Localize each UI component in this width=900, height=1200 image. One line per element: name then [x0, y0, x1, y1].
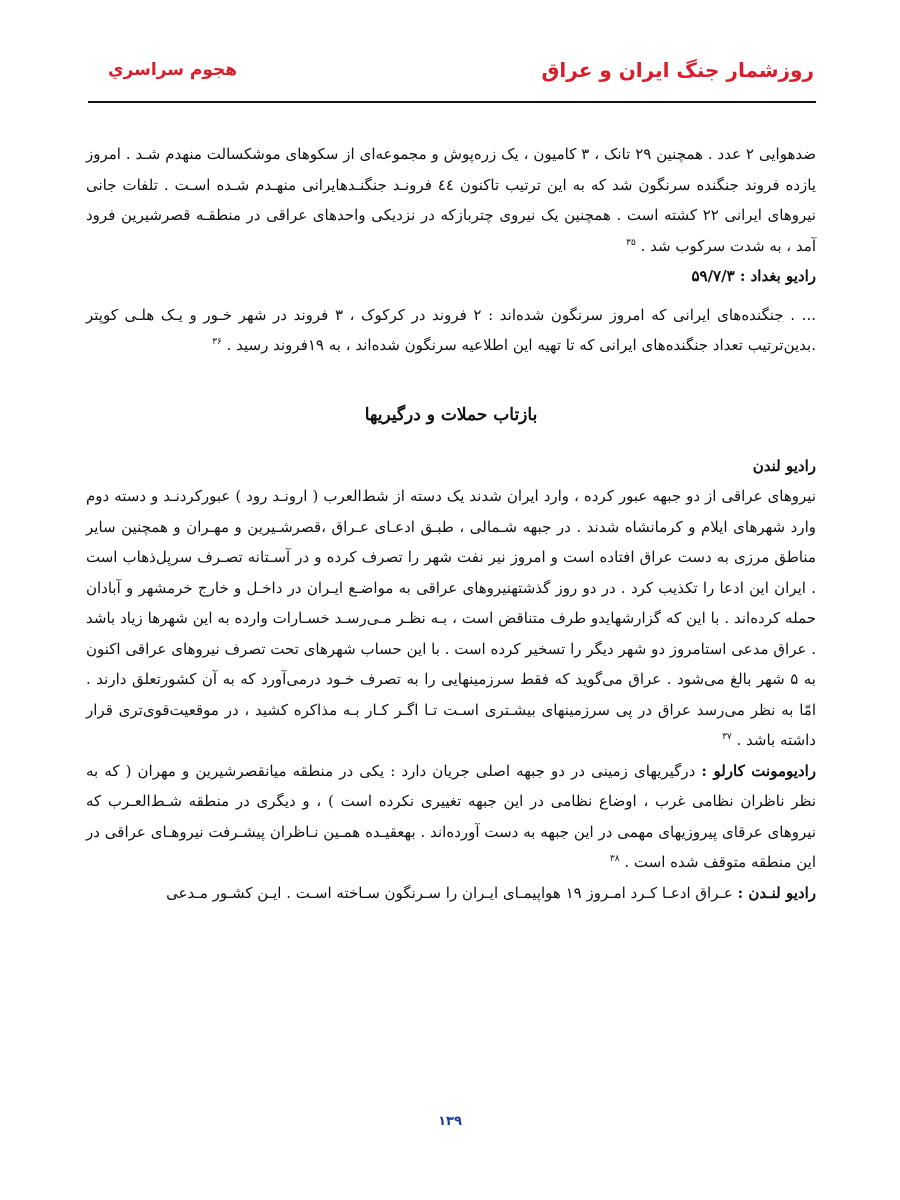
paragraph-text: درگیریهای زمینی در دو جبهه اصلی جریان دارد : یکی در منطقه میانقصرشیرین و مهران ( که به نظر ناظران نظامی غرب ، اوضاع نظامی در این جبهه تغییری نکرده است ) ، و دیگری در منطقه شـط‌العـرب که نیروهای عرقای پیروزیهای مهمی در این جبهه به دست آورده‌اند . بهعقیـده همـین نـاظران پیشـرفت نیروهـای عراقی در این منطقه متوقف شده است . — [86, 761, 816, 871]
page-number: ۱۳۹ — [438, 1114, 462, 1129]
source-heading: رادیو لندن — [752, 456, 816, 475]
source-heading: رادیو بغداد : ۵۹/۷/۳ — [691, 267, 816, 285]
chapter-title: هجوم سراسري — [108, 60, 238, 80]
footnote-ref: ۳۶ — [212, 337, 222, 347]
paragraph — [86, 481, 816, 756]
header-divider — [88, 101, 816, 103]
section-title: بازتاب حملات و درگیریها — [364, 404, 538, 425]
source-lead: رادیومونت کارلو : — [701, 761, 816, 780]
running-header — [88, 56, 814, 92]
paragraph — [86, 878, 816, 909]
paragraph-text: عـراق ادعـا کـرد امـروز ۱۹ هواپیمـای ایـران را سـرنگون سـاخته اسـت . ایـن کشـور مـدعی — [166, 883, 738, 902]
page-body — [86, 139, 816, 908]
paragraph — [86, 300, 816, 361]
source-lead: رادیو لنـدن : — [737, 883, 816, 902]
paragraph-text: ضدهوایی ۲ عدد . همچنین ۲۹ تانک ، ۳ کامیون ، یک زره‌پوش و مجموعه‌ای از سکوهای موشکسالت منهدم شـد . امروز یازده فروند جنگنده سرنگون شد که به این ترتیب تاکنون ٤٤ فرونـد جنگنـدهایرانی منهـدم شـده اسـت . تلفات جانی نیروهای ایرانی ۲۲ کشته است . همچنین یک نیروی چتربازکه در نزدیکی واحدهای عراقی در منطقـه قصرشیرین فرود آمد ، به شدت سرکوب شد . — [86, 145, 816, 255]
book-title: روزشمار جنگ ایران و عراق — [541, 58, 814, 82]
paragraph — [86, 756, 816, 878]
footnote-ref: ۳۵ — [626, 237, 636, 248]
footnote-ref: ۳۷ — [722, 732, 732, 742]
paragraph — [86, 139, 816, 261]
paragraph-text: نیروهای عراقی از دو جبهه عبور کرده ، وارد ایران شدند یک دسته از شط‌العرب ( ارونـد رود ) عبورکردنـد و دسته دوم وارد شهرهای ایلام و کرمانشاه شدند . در جبهه شـمالی ، طبـق ادعـای عـراق ،قصرشـیرین و مهـران و همچنین سایر مناطق مرزی به دست عراق افتاده است و امروز نیر نفت شهر را تصرف کرده و در آسـتانه تصـرف سرپل‌ذهاب است . ایران این ادعا را تکذیب کرد . در دو روز گذشتهنیروهای عراقی به مواضـع ایـران در داخـل و خارج خرمشهر و آبادان حمله کرده‌اند . با این که گزارشهایدو طرف متناقض است ، بـه نظـر مـی‌رسـد خسـارات وارده به این شهرها زیاد باشد . عراق مدعی استامروز دو شهر دیگر را تسخیر کرده است . با این حساب شهرهای تحت تصرف نیروهای عراقی اکنون به ۵ شهر بالغ می‌شود . عراق می‌گوید که فقط سرزمینهایی را به تصرف خـود درمی‌آورد که به آن کشورتعلق دارند . امّا به نظر می‌رسد عراق در پی سرزمینهای بیشـتری اسـت تـا اگـر کـار بـه مذاکره کشید ، در موقعیت‌قوی‌تری قرار داشته باشد . — [86, 487, 816, 749]
footnote-ref: ۳۸ — [609, 854, 620, 864]
paragraph-text: ... . جنگنده‌های ایرانی که امروز سرنگون شده‌اند : ۲ فروند در کرکوک ، ۳ فروند در شهر خـور و یـک هلـی کوپتر .بدین‌ترتیب تعداد جنگنده‌های ایرانی که تا تهیه این اطلاعیه سرنگون شده‌اند ، به ۱۹فروند رسید . — [86, 305, 816, 354]
